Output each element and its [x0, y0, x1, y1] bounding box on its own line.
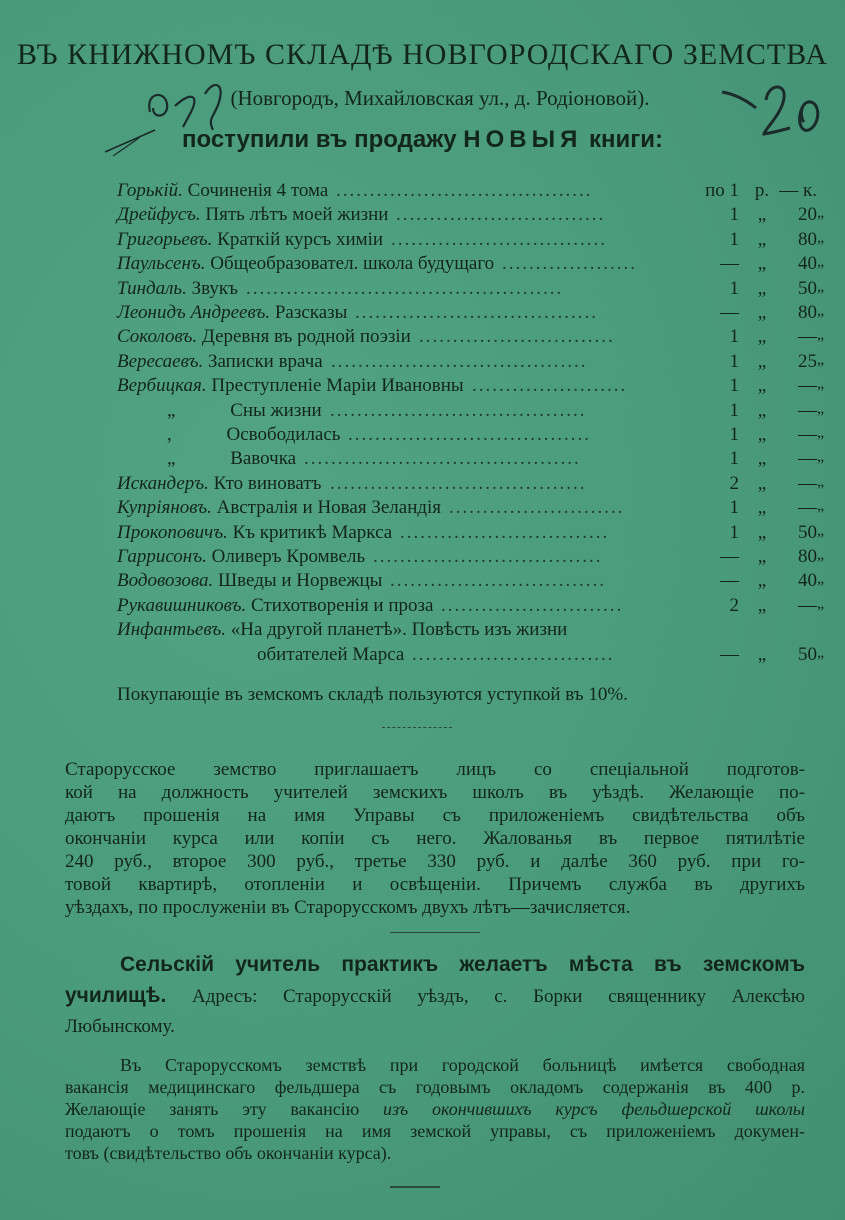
- book-author: Горькiй.: [117, 180, 183, 201]
- book-entry: [117, 278, 238, 300]
- book-author: Искандеръ.: [117, 472, 209, 494]
- book-row: [117, 424, 825, 448]
- book-title: Общеобразовател. школа будущаго: [210, 253, 495, 275]
- price-kopecks: 40: [798, 253, 817, 275]
- book-row: [117, 326, 825, 350]
- price-rubles: по 1: [705, 180, 739, 201]
- notice-practician-address: Адресъ: Старорусскiй уѣздъ, с. Борки священнику Алексѣю: [192, 986, 805, 1007]
- price-kopecks: —: [798, 375, 817, 397]
- notice-feldsher-line: [65, 1054, 805, 1076]
- book-title: Австралiя и Новая Зеландiя: [216, 497, 442, 519]
- notice-practician-bold-word: училищѣ.: [65, 984, 167, 1007]
- book-author: Соколовъ.: [117, 326, 198, 348]
- book-title: Сны жизни: [230, 399, 322, 421]
- price-rubles: 1: [729, 375, 739, 397]
- notice-feldsher: [65, 1054, 805, 1164]
- ditto-mark: „: [757, 302, 767, 323]
- leader-dots: ...........................: [441, 594, 624, 616]
- leader-dots: ....................................: [348, 424, 591, 445]
- book-title: Деревня въ родной поэзiи: [201, 326, 411, 348]
- book-title: Краткiй курсъ химiи: [217, 228, 384, 250]
- book-row: [117, 643, 825, 668]
- book-row: [117, 399, 825, 424]
- divider-bottom: [390, 1186, 440, 1188]
- book-entry: [117, 375, 464, 397]
- ditto-mark: „: [757, 350, 767, 372]
- notice-teachers: [65, 758, 805, 919]
- leader-dots: ..............................: [412, 643, 615, 665]
- ditto-mark: „: [817, 521, 825, 539]
- book-entry: [117, 570, 382, 592]
- leader-dots: ...............................: [396, 204, 606, 226]
- book-entry: [117, 204, 388, 226]
- book-row: [117, 594, 825, 619]
- price-rubles: 1: [729, 204, 739, 226]
- notice-feldsher-line: подаютъ о томъ прошенiя на имя земской управы, съ приложенiемъ докумен-: [65, 1121, 805, 1141]
- book-title: Записки врача: [207, 350, 323, 372]
- leader-dots: ..................................: [373, 546, 603, 567]
- page-title: ВЪ КНИЖНОМЪ СКЛАДѢ НОВГОРОДСКАГО ЗЕМСТВА: [16, 38, 828, 71]
- leader-dots: ......................................: [330, 399, 587, 421]
- book-author: Паульсенъ.: [117, 253, 206, 275]
- notice-feldsher-text: Желающiе занять эту вакансiю: [65, 1099, 360, 1119]
- leader-dots: ....................................: [355, 302, 598, 323]
- book-title: Разсказы: [274, 302, 348, 323]
- book-title: Кто виноватъ: [213, 472, 322, 494]
- book-title: Вавочка: [230, 448, 297, 470]
- book-author: Инфантьевъ.: [117, 619, 226, 641]
- book-title: Освободилась: [226, 424, 341, 445]
- notice-feldsher-line: вакансiя медицинскаго фельдшера съ годовымъ окладомъ содержанiя въ 400 р.: [65, 1077, 805, 1097]
- price-kopecks: 50: [798, 277, 817, 299]
- leader-dots: ..........................: [449, 497, 625, 519]
- ditto-mark: „: [757, 497, 767, 519]
- book-entry: [167, 424, 341, 446]
- book-author: Вербицкая.: [117, 375, 207, 397]
- ditto-mark: „: [817, 594, 825, 612]
- notice-teachers-line: даютъ прошенiя на имя Управы съ приложенiемъ свидѣтельства объ: [65, 805, 805, 826]
- book-entry: [117, 326, 411, 348]
- book-author: Вересаевъ.: [117, 350, 204, 372]
- price-rubles: —: [720, 546, 739, 567]
- ditto-mark: „: [817, 350, 825, 368]
- notice-practician-bold: Сельскiй учитель практикъ желаетъ мѣста въ земскомъ: [120, 953, 805, 976]
- book-entry: [117, 253, 494, 275]
- book-entry: [117, 351, 323, 373]
- price-rubles: 1: [729, 228, 739, 250]
- book-title: Пять лѣтъ моей жизни: [205, 204, 389, 226]
- price-kopecks: —: [798, 424, 817, 445]
- ditto-mark: „: [817, 448, 825, 466]
- notice-teachers-line: уѣздахъ, по прослуженiи въ Старорусскомъ двухъ лѣтъ—зачисляется.: [65, 897, 631, 918]
- book-entry: [117, 619, 567, 641]
- book-title: Къ критикѣ Маркса: [232, 521, 393, 543]
- price-kopecks: —: [798, 497, 817, 519]
- leader-dots: ................................: [391, 228, 607, 250]
- address: (Новгородъ, Михайловская ул., д. Родiоновой).: [230, 86, 650, 110]
- book-row: [117, 375, 825, 399]
- divider-1: [382, 727, 452, 728]
- book-title: «На другой планетѣ». Повѣсть изъ жизни: [230, 619, 568, 641]
- ditto-mark: „: [757, 228, 767, 250]
- notice-feldsher-text: Въ Старорусскомъ земствѣ при городской больницѣ имѣется свободная: [120, 1055, 805, 1075]
- leader-dots: ................................: [390, 570, 606, 592]
- divider-2: [390, 932, 480, 933]
- book-row: [117, 521, 825, 546]
- price-rubles: 1: [729, 399, 739, 421]
- book-row: [117, 253, 825, 277]
- ditto-mark: „: [817, 643, 825, 661]
- book-author: Купрiяновъ.: [117, 497, 212, 519]
- ditto-mark: „: [757, 570, 767, 592]
- ditto-mark: „: [757, 399, 767, 421]
- notice-teachers-line: товой квартирѣ, отопленiи и освѣщенiи. Причемъ служба въ другихъ: [65, 874, 805, 895]
- book-row: [117, 277, 825, 302]
- book-author: „: [167, 448, 176, 470]
- ditto-mark: „: [757, 204, 767, 226]
- ditto-mark: „: [757, 521, 767, 543]
- book-entry: [117, 522, 392, 544]
- book-entry: [117, 229, 383, 251]
- book-author: Леонидъ Андреевъ.: [117, 302, 271, 323]
- price-kopecks: —: [798, 326, 817, 348]
- notice-teachers-line: Старорусское земство приглашаетъ лицъ со спецiальной подготов-: [65, 759, 805, 780]
- price-rubles: —: [720, 253, 739, 275]
- ditto-mark: „: [757, 643, 767, 665]
- book-author: Прокоповичъ.: [117, 521, 228, 543]
- ditto-mark: „: [817, 472, 825, 490]
- price-kopecks: 80: [798, 302, 817, 323]
- book-entry: [117, 302, 347, 324]
- book-author: Водовозова.: [117, 570, 214, 592]
- price-kopecks: 50: [798, 643, 817, 665]
- price-rubles: —: [720, 302, 739, 323]
- ditto-mark: „: [817, 302, 825, 319]
- price-kopecks: —: [798, 399, 817, 421]
- ditto-mark: „: [817, 399, 825, 417]
- book-entry: [167, 399, 322, 422]
- book-row: [117, 228, 825, 253]
- price-rubles: —: [720, 643, 739, 665]
- book-row: [117, 302, 825, 326]
- book-title: Оливеръ Кромвель: [211, 546, 366, 567]
- notice-practician: [65, 950, 805, 1042]
- book-entry: [117, 180, 328, 202]
- ditto-mark: „: [757, 326, 767, 348]
- notice-practician-line2: [65, 981, 805, 1012]
- price-kopecks: 50: [798, 521, 817, 543]
- ditto-mark: „: [817, 497, 825, 515]
- book-author: Тиндаль.: [117, 277, 187, 299]
- notice-feldsher-line: товъ (свидѣтельство объ окончанiи курса).: [65, 1143, 392, 1163]
- book-entry: [117, 595, 433, 617]
- ditto-mark: „: [757, 253, 767, 275]
- leader-dots: ...............................................: [246, 277, 564, 299]
- notice-feldsher-line: [65, 1098, 805, 1120]
- notice-practician-line1: [65, 950, 805, 981]
- ditto-mark: „: [817, 546, 825, 563]
- ditto-mark: „: [757, 594, 767, 616]
- price-rubles: 2: [729, 594, 739, 616]
- book-author: „: [167, 399, 176, 421]
- leader-dots: ....................: [502, 253, 637, 275]
- book-entry: [117, 497, 441, 519]
- book-row: [117, 448, 825, 472]
- leader-dots: ......................................: [336, 180, 593, 201]
- ditto-mark: „: [757, 472, 767, 494]
- book-author: Григорьевъ.: [117, 228, 213, 250]
- book-row: [117, 472, 825, 497]
- price-rubles: 1: [729, 326, 739, 348]
- price-rubles: 1: [729, 497, 739, 519]
- book-title: Стихотворенiя и проза: [251, 594, 434, 616]
- price-kopecks: 80: [798, 228, 817, 250]
- ditto-mark: „: [817, 570, 825, 588]
- book-row: [117, 546, 825, 570]
- price-kopecks: 25: [798, 350, 817, 372]
- leader-dots: .......................: [472, 375, 628, 397]
- book-row: [117, 180, 817, 204]
- subtitle-suffix: книги:: [588, 126, 663, 153]
- price-rubles: 1: [729, 521, 739, 543]
- ditto-mark: „: [757, 546, 767, 567]
- ditto-mark: „: [757, 448, 767, 470]
- ditto-mark: „: [817, 326, 825, 344]
- price-rubles: 1: [729, 424, 739, 445]
- price-kopecks: —: [798, 472, 817, 494]
- book-entry: [117, 546, 365, 568]
- price-rubles: 1: [729, 448, 739, 470]
- book-entry: [257, 644, 404, 666]
- leader-dots: ......................................: [331, 350, 588, 372]
- leader-dots: .............................: [419, 326, 615, 348]
- ditto-mark: „: [757, 424, 767, 445]
- notice-feldsher-italic: изъ окончившихъ курсъ фельдшерской школы: [383, 1099, 805, 1119]
- book-author: Рукавишниковъ.: [117, 594, 247, 616]
- book-author: Гаррисонъ.: [117, 546, 207, 567]
- notice-teachers-line: окончанiи курса или копiи съ него. Жалованья въ первое пятилѣтiе: [65, 828, 805, 849]
- book-row: [117, 497, 825, 521]
- leader-dots: ......................................: [330, 472, 587, 494]
- book-title: Преступленiе Марiи Ивановны: [211, 375, 464, 397]
- price-rubles: 1: [729, 350, 739, 372]
- ditto-mark: „: [817, 375, 825, 393]
- book-row: [117, 350, 825, 375]
- price-kopecks: —: [798, 594, 817, 616]
- book-title: Шведы и Норвежцы: [218, 570, 383, 592]
- notice-teachers-line: кой на должность учителей земскихъ школъ въ уѣздѣ. Желающiе по-: [65, 782, 805, 803]
- price-rubles: 2: [729, 472, 739, 494]
- notice-practician-line3: Любынскому.: [65, 1016, 175, 1037]
- leader-dots: .........................................: [304, 448, 581, 470]
- book-entry: [117, 473, 322, 495]
- price-kopecks: 80: [798, 546, 817, 567]
- subtitle-emphasis: НОВЫЯ: [463, 126, 583, 153]
- subtitle-prefix: поступили въ продажу: [181, 126, 457, 153]
- price-rubles: —: [720, 570, 739, 592]
- book-row: [117, 570, 825, 594]
- book-author: Дрейфусъ.: [117, 204, 201, 226]
- notice-teachers-line: 240 руб., второе 300 руб., третье 330 руб. и далѣе 360 руб. при го-: [65, 851, 805, 872]
- ditto-mark: „: [817, 204, 825, 222]
- discount-note: Покупающiе въ земскомъ складѣ пользуются уступкой въ 10%.: [117, 684, 628, 705]
- ditto-mark: „: [757, 277, 767, 299]
- subtitle: [0, 126, 845, 154]
- ditto-mark: „: [817, 277, 825, 295]
- price-kopecks: 20: [798, 204, 817, 226]
- leader-dots: ...............................: [400, 521, 610, 543]
- book-row: [117, 204, 825, 228]
- ditto-mark: „: [817, 228, 825, 246]
- price-kopecks: —: [798, 448, 817, 470]
- price-kopecks: 40: [798, 570, 817, 592]
- ruble-unit: р.: [754, 180, 770, 201]
- book-title: обитателей Марса: [257, 643, 405, 665]
- price-kopecks: — к.: [779, 180, 817, 201]
- ditto-mark: „: [817, 424, 825, 441]
- price-rubles: 1: [729, 277, 739, 299]
- book-entry: [167, 448, 297, 470]
- book-row: [117, 619, 807, 643]
- ditto-mark: „: [817, 253, 825, 271]
- book-title: Сочиненiя 4 тома: [187, 180, 329, 201]
- book-title: Звукъ: [191, 277, 238, 299]
- book-author: ,: [167, 424, 172, 445]
- ditto-mark: „: [757, 375, 767, 397]
